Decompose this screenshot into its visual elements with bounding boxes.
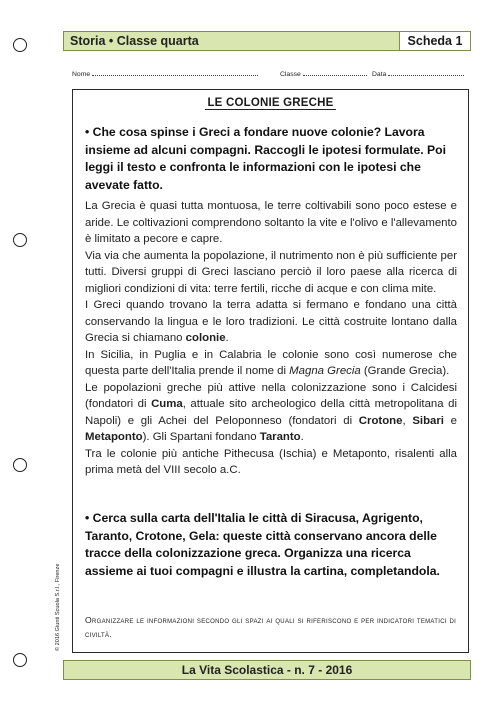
binder-hole [13, 233, 27, 247]
paragraph: In Sicilia, in Puglia e in Calabria le colonie sono così numerose che questa parte dell'Italia prende il nome di Magna Grecia (Grande Grecia). [85, 348, 457, 377]
name-field-label: Nome [72, 71, 91, 78]
term-magna-grecia: Magna Grecia [289, 365, 361, 377]
term-crotone: Crotone [358, 414, 403, 427]
paragraph: La Grecia è quasi tutta montuosa, le terre coltivabili sono poco estese e aride. Le coltivazioni comprendono soltanto la vite e l'olivo e l'allevamento è limitato a pecore e capre. [85, 200, 457, 245]
copyright-notice: © 2016 Giunti Scuola S.r.l., Firenze [55, 563, 61, 651]
paragraph: I Greci quando trovano la terra adatta si fermano e fondano una città conservando la lingua e le loro tradizioni. Le città costruite lontano dalla Grecia si chiamano colonie. [85, 299, 457, 344]
header-bar [63, 31, 471, 51]
class-field-line[interactable] [303, 69, 367, 76]
worksheet-title: LE COLONIE GRECHE [207, 97, 334, 109]
binder-hole [13, 38, 27, 52]
footer-bar: La Vita Scolastica - n. 7 - 2016 [63, 660, 471, 680]
date-field-label: Data [372, 71, 387, 78]
paragraph: Le popolazioni greche più attive nella colonizzazione sono i Calcidesi (fondatori di Cuma, attuale sito archeologico della città metropolitana di Napoli) e gli Achei del Peloponneso (fondatori di Crotone, Sibari e Metaponto). Gli Spartani fondano Taranto. [85, 381, 457, 443]
binder-hole [13, 653, 27, 667]
term-sibari: Sibari [412, 414, 444, 427]
date-field-line[interactable] [388, 69, 464, 76]
binder-hole [13, 458, 27, 472]
subject-class-label: Storia • Classe quarta [70, 34, 199, 48]
worksheet-box [72, 89, 469, 653]
paragraph: Tra le colonie più antiche Pithecusa (Ischia) e Metaponto, risalenti alla prima metà del VIII secolo a.C. [85, 447, 457, 476]
student-info-fields [72, 69, 464, 81]
class-field-label: Classe [280, 71, 301, 78]
paragraph: Via via che aumenta la popolazione, il nutrimento non è più sufficiente per tutti. Diversi gruppi di Greci lasciano perciò il loro paese alla ricerca di migliori condizioni di vita: terre fertili, ricche di acque e con clima mite. [85, 249, 457, 295]
task-instruction-2: • Cerca sulla carta dell'Italia le città di Siracusa, Agrigento, Taranto, Crotone, Gela: queste città conservano ancora delle tracce della colonizzazione greca. Organizza una ricerca assieme ai tuoi compagni e illustra la cartina, completandola. [85, 511, 440, 578]
term-colonie: colonie [185, 332, 226, 344]
term-metaponto: Metaponto [85, 431, 143, 443]
term-taranto: Taranto [259, 431, 301, 443]
reading-text [85, 198, 457, 479]
teacher-note: Organizzare le informazioni secondo gli spazi ai quali si riferiscono e per indicatori tematici di civiltà. [85, 615, 457, 639]
name-field-line[interactable] [92, 69, 258, 76]
task-instruction-1: • Che cosa spinse i Greci a fondare nuove colonie? Lavora insieme ad alcuni compagni. Raccogli le ipotesi formulate. Poi leggi il testo e confronta le informazioni con le ipotesi che avevate fatto. [85, 125, 446, 192]
sheet-number-tab: Scheda 1 [399, 31, 471, 51]
term-cuma: Cuma [151, 398, 183, 410]
